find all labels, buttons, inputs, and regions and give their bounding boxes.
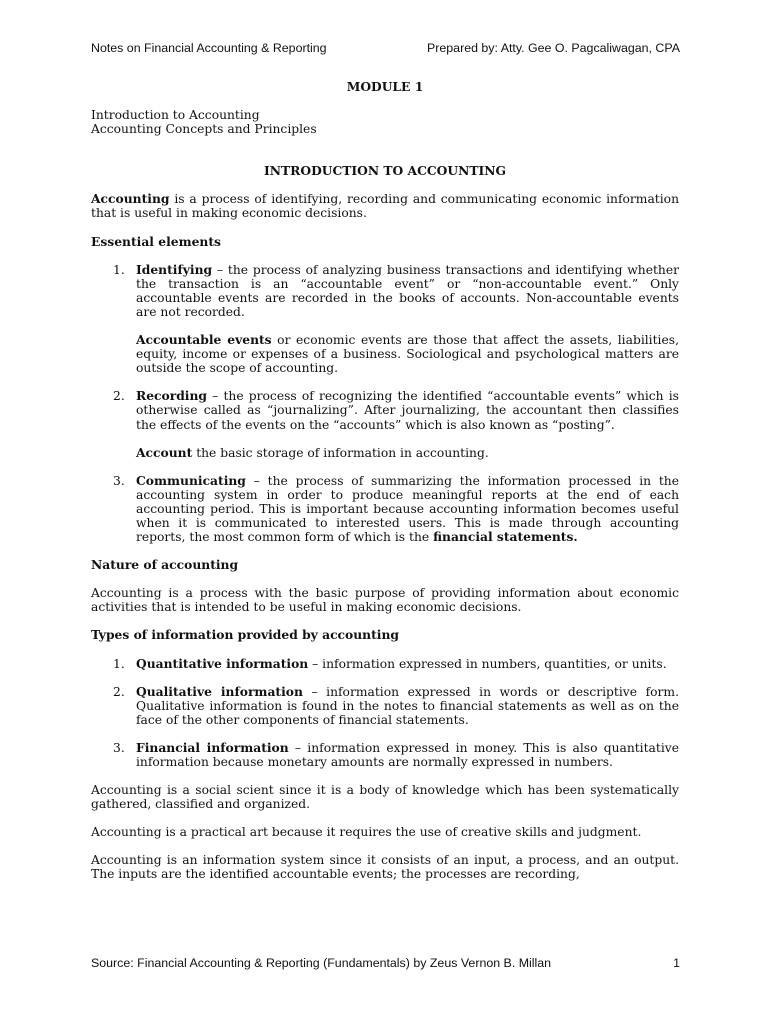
element-note-term: Accountable events xyxy=(136,332,272,348)
topic-item: Accounting Concepts and Principles xyxy=(91,122,317,137)
element-term: Communicating xyxy=(136,472,246,488)
definition-paragraph xyxy=(91,192,679,220)
nature-heading: Nature of accounting xyxy=(91,557,239,573)
type-item xyxy=(91,741,679,769)
type-item xyxy=(91,657,679,671)
type-term: Financial information xyxy=(136,739,289,755)
body-paragraph: Accounting is an information system since it consists of an input, a process, and an output. The inputs are the identified accountable events; the processes are recording, xyxy=(91,853,679,882)
element-note-text: or economic events are those that affect the assets, liabilities, equity, income or expenses of a business. Sociological and psychological matters are outside the scope of accounting. xyxy=(136,333,679,376)
element-text: – the process of summarizing the information processed in the accounting system in order to produce meaningful reports at the end of each accounting period. This is important because accounting information becomes useful when it is communicated to interested users. This is made through accounting reports, the most common form of which is the xyxy=(136,473,679,545)
header-author: Prepared by: Atty. Gee O. Pagcaliwagan, CPA xyxy=(427,41,680,55)
page-header xyxy=(91,41,680,55)
page-footer xyxy=(91,956,680,970)
footer-source: Source: Financial Accounting & Reporting (Fundamentals) by Zeus Vernon B. Millan xyxy=(91,956,552,970)
element-item xyxy=(91,389,679,431)
section-title: INTRODUCTION TO ACCOUNTING xyxy=(264,163,506,179)
body-paragraph: Accounting is a social scient since it is a body of knowledge which has been systematically gathered, classified and organized. xyxy=(91,783,679,812)
topic-item: Introduction to Accounting xyxy=(91,108,260,123)
header-title: Notes on Financial Accounting & Reporting xyxy=(91,41,327,55)
element-number: 2. xyxy=(113,389,125,404)
element-note-term: Account xyxy=(136,444,193,460)
nature-paragraph: Accounting is a process with the basic purpose of providing information about economic activities that is intended to be useful in making economic decisions. xyxy=(91,586,679,615)
document-body xyxy=(91,80,679,882)
body-paragraph: Accounting is a practical art because it requires the use of creative skills and judgment. xyxy=(91,825,642,840)
element-note xyxy=(91,333,679,375)
element-end-bold: financial statements. xyxy=(433,529,578,545)
element-term: Identifying xyxy=(136,261,213,277)
element-text: – the process of recognizing the identified “accountable events” which is otherwise called as “journalizing”. After journalizing, the accountant then classifies the effects of the events on the “accounts” which is also known as “posting”. xyxy=(136,389,679,432)
types-heading: Types of information provided by accounting xyxy=(91,627,400,643)
element-text: – the process of analyzing business transactions and identifying whether the transaction is an “accountable event” or “non-accountable event.” Only accountable events are recorded in the books of accounts. Non-accountable events are not recorded. xyxy=(136,262,679,319)
element-number: 3. xyxy=(113,473,125,488)
type-item xyxy=(91,685,679,727)
element-number: 1. xyxy=(113,262,125,277)
type-number: 1. xyxy=(113,656,125,671)
type-text: – information expressed in words or descriptive form. Qualitative information is found in the notes to financial statements as well as on the face of the other components of financial statements. xyxy=(136,684,679,727)
element-item xyxy=(91,263,679,319)
element-note-text: the basic storage of information in accounting. xyxy=(192,445,489,460)
definition-term: Accounting xyxy=(91,191,170,207)
type-number: 2. xyxy=(113,684,125,699)
topic-list xyxy=(91,108,679,136)
type-term: Qualitative information xyxy=(136,683,303,699)
element-term: Recording xyxy=(136,388,208,404)
essential-heading: Essential elements xyxy=(91,233,221,249)
page-number: 1 xyxy=(673,956,680,970)
type-term: Quantitative information xyxy=(136,655,309,671)
element-note xyxy=(91,446,679,460)
type-text: – information expressed in money. This is also quantitative information because monetary amounts are normally expressed in numbers. xyxy=(136,740,679,769)
element-item xyxy=(91,474,679,544)
type-text: – information expressed in numbers, quantities, or units. xyxy=(308,656,667,671)
type-number: 3. xyxy=(113,740,125,755)
definition-text: is a process of identifying, recording and communicating economic information that is useful in making economic decisions. xyxy=(91,192,679,221)
module-title: MODULE 1 xyxy=(346,79,424,94)
